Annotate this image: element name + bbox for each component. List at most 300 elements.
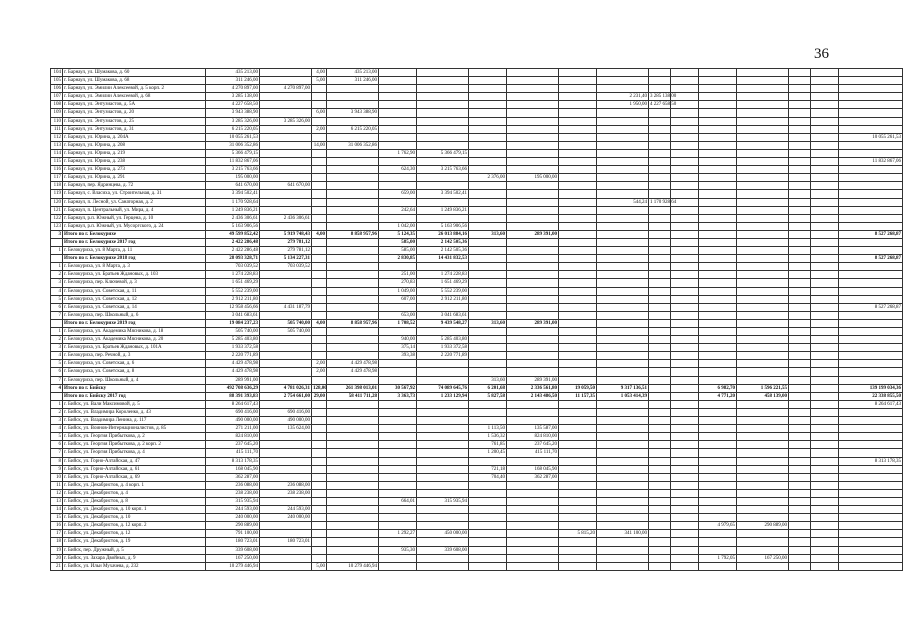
value-cell: 2 912 211,80 <box>206 295 260 303</box>
value-cell <box>469 514 507 522</box>
value-cell: 505 740,00 <box>260 319 312 327</box>
value-cell <box>811 117 839 125</box>
address-cell: г. Бийск, ул. Владимира Короленко, д. 43 <box>63 408 206 416</box>
value-cell: 492 708 636,29 <box>206 384 260 392</box>
value-cell <box>811 473 839 481</box>
value-cell: 8 313 178,35 <box>206 457 260 465</box>
value-cell <box>260 271 312 279</box>
row-number-cell: 3 <box>51 279 63 287</box>
value-cell: 721,18 <box>469 465 507 473</box>
value-cell <box>649 376 671 384</box>
value-cell <box>649 538 671 546</box>
table-row <box>51 93 903 101</box>
value-cell <box>789 562 811 570</box>
value-cell <box>312 311 327 319</box>
value-cell: 450 000,00 <box>417 530 469 538</box>
value-cell <box>260 344 312 352</box>
value-cell <box>597 85 649 93</box>
table-row <box>51 554 903 562</box>
value-cell <box>789 554 811 562</box>
value-cell <box>671 481 699 489</box>
value-cell <box>597 133 649 141</box>
value-cell: 2 142 505,36 <box>417 247 469 255</box>
value-cell <box>312 514 327 522</box>
value-cell: 168 045,90 <box>507 465 559 473</box>
value-cell: 2 830,85 <box>379 255 417 263</box>
value-cell: 4 771,20 <box>699 392 737 400</box>
value-cell <box>811 522 839 530</box>
value-cell: 6 982,70 <box>699 384 737 392</box>
value-cell <box>469 166 507 174</box>
value-cell <box>327 149 379 157</box>
value-cell <box>649 303 671 311</box>
value-cell <box>737 465 789 473</box>
value-cell <box>379 109 417 117</box>
value-cell <box>789 392 811 400</box>
address-cell: г. Белокуриха, пер. Школьный, д. 4 <box>63 376 206 384</box>
row-number-cell: 120 <box>51 198 63 206</box>
value-cell <box>671 141 699 149</box>
value-cell <box>811 311 839 319</box>
value-cell <box>737 441 789 449</box>
value-cell <box>260 473 312 481</box>
value-cell <box>469 400 507 408</box>
table-row <box>51 481 903 489</box>
value-cell <box>379 69 417 77</box>
value-cell: 1 536,32 <box>469 433 507 441</box>
value-cell <box>507 166 559 174</box>
value-cell <box>737 271 789 279</box>
value-cell <box>699 497 737 505</box>
value-cell <box>260 457 312 465</box>
value-cell <box>559 222 597 230</box>
value-cell <box>312 433 327 441</box>
value-cell: 10 279 446,94 <box>206 562 260 570</box>
value-cell: 168 045,90 <box>206 465 260 473</box>
value-cell <box>379 77 417 85</box>
value-cell <box>671 546 699 554</box>
table-row <box>51 449 903 457</box>
address-cell: г. Барнаул, ул. Энтузиастов, д. 5А <box>63 101 206 109</box>
value-cell <box>260 400 312 408</box>
value-cell <box>469 255 507 263</box>
address-cell: г. Бийск, ул. Декабристов, д. 10 корп. 1 <box>63 506 206 514</box>
value-cell <box>811 222 839 230</box>
value-cell <box>839 465 903 473</box>
value-cell <box>811 328 839 336</box>
value-cell <box>811 417 839 425</box>
value-cell <box>811 538 839 546</box>
value-cell <box>379 125 417 133</box>
value-cell <box>839 522 903 530</box>
value-cell <box>811 287 839 295</box>
register-rows <box>51 69 903 571</box>
value-cell <box>699 514 737 522</box>
value-cell: 1 042,00 <box>379 222 417 230</box>
value-cell <box>811 497 839 505</box>
value-cell <box>379 562 417 570</box>
value-cell <box>699 214 737 222</box>
value-cell <box>737 174 789 182</box>
row-number-cell: 104 <box>51 69 63 77</box>
value-cell <box>260 93 312 101</box>
value-cell <box>699 263 737 271</box>
value-cell: 393,38 <box>379 352 417 360</box>
table-row <box>51 538 903 546</box>
value-cell <box>671 433 699 441</box>
value-cell <box>507 117 559 125</box>
value-cell <box>559 247 597 255</box>
value-cell <box>737 303 789 311</box>
value-cell <box>811 125 839 133</box>
value-cell <box>469 117 507 125</box>
value-cell <box>649 514 671 522</box>
value-cell <box>649 287 671 295</box>
value-cell <box>379 457 417 465</box>
value-cell <box>811 554 839 562</box>
value-cell <box>379 263 417 271</box>
value-cell <box>789 247 811 255</box>
value-cell: 10 279 446,94 <box>327 562 379 570</box>
value-cell: 2 220 771,89 <box>206 352 260 360</box>
row-number-cell: 4 <box>51 287 63 295</box>
value-cell <box>789 360 811 368</box>
address-cell: г. Белокуриха, ул. Советская, д. 12 <box>63 295 206 303</box>
address-cell: г. Белокуриха, ул. Советская, д. 14 <box>63 303 206 311</box>
value-cell <box>559 473 597 481</box>
address-cell: г. Белокуриха, ул. Академика Мясникова, д. 20 <box>63 336 206 344</box>
value-cell <box>312 344 327 352</box>
value-cell: 8 527 268,87 <box>839 303 903 311</box>
value-cell <box>559 562 597 570</box>
value-cell <box>379 85 417 93</box>
value-cell <box>789 433 811 441</box>
value-cell <box>649 336 671 344</box>
value-cell <box>312 238 327 246</box>
value-cell <box>649 489 671 497</box>
value-cell <box>737 417 789 425</box>
value-cell <box>811 425 839 433</box>
value-cell: 703 039,52 <box>260 263 312 271</box>
value-cell: 31 006 352,86 <box>206 141 260 149</box>
value-cell <box>327 93 379 101</box>
value-cell <box>559 425 597 433</box>
value-cell <box>379 303 417 311</box>
value-cell <box>597 271 649 279</box>
value-cell <box>559 376 597 384</box>
value-cell <box>649 77 671 85</box>
value-cell <box>839 125 903 133</box>
value-cell: 8 858 957,96 <box>327 319 379 327</box>
value-cell <box>597 522 649 530</box>
value-cell <box>469 417 507 425</box>
value-cell <box>811 441 839 449</box>
value-cell <box>379 514 417 522</box>
value-cell <box>327 247 379 255</box>
value-cell <box>737 77 789 85</box>
value-cell <box>671 441 699 449</box>
value-cell <box>737 287 789 295</box>
value-cell <box>597 149 649 157</box>
value-cell: 5,00 <box>312 77 327 85</box>
value-cell <box>507 247 559 255</box>
value-cell <box>379 408 417 416</box>
value-cell <box>811 433 839 441</box>
value-cell <box>469 303 507 311</box>
value-cell: 195 000,00 <box>206 174 260 182</box>
value-cell <box>559 182 597 190</box>
value-cell <box>507 481 559 489</box>
value-cell <box>671 562 699 570</box>
value-cell: 289 391,00 <box>507 319 559 327</box>
value-cell <box>327 489 379 497</box>
value-cell: 5 366 479,15 <box>206 149 260 157</box>
value-cell <box>649 133 671 141</box>
capital-repair-register-table <box>50 68 903 571</box>
value-cell <box>789 295 811 303</box>
value-cell <box>260 368 312 376</box>
value-cell <box>649 311 671 319</box>
value-cell <box>417 400 469 408</box>
value-cell <box>469 125 507 133</box>
value-cell: 238 238,00 <box>206 489 260 497</box>
value-cell <box>789 214 811 222</box>
value-cell <box>469 238 507 246</box>
address-cell: г. Бийск, ул. Декабристов, д. 8 <box>63 497 206 505</box>
value-cell <box>379 141 417 149</box>
value-cell <box>507 514 559 522</box>
value-cell <box>671 158 699 166</box>
table-row <box>51 417 903 425</box>
value-cell <box>559 400 597 408</box>
value-cell: 313,60 <box>469 376 507 384</box>
row-number-cell: 5 <box>51 360 63 368</box>
value-cell <box>699 538 737 546</box>
value-cell <box>649 255 671 263</box>
address-cell: г. Барнаул, пер. Ядринцева, д. 72 <box>63 182 206 190</box>
value-cell <box>260 441 312 449</box>
value-cell <box>649 384 671 392</box>
value-cell: 1 292,27 <box>379 530 417 538</box>
value-cell <box>312 425 327 433</box>
value-cell: 435 213,00 <box>327 69 379 77</box>
value-cell <box>671 497 699 505</box>
value-cell <box>839 514 903 522</box>
value-cell: 791 100,00 <box>206 530 260 538</box>
value-cell <box>379 360 417 368</box>
value-cell <box>811 392 839 400</box>
value-cell <box>469 247 507 255</box>
address-cell: г. Бийск, ул. Ильи Мухачева, д. 232 <box>63 562 206 570</box>
value-cell <box>597 344 649 352</box>
value-cell: 435 213,00 <box>206 69 260 77</box>
value-cell <box>507 93 559 101</box>
value-cell <box>737 109 789 117</box>
value-cell <box>811 247 839 255</box>
address-cell: г. Бийск, ул. Горно-Алтайская, д. 47 <box>63 457 206 465</box>
row-number-cell: 112 <box>51 133 63 141</box>
row-number-cell: 11 <box>51 481 63 489</box>
value-cell <box>260 206 312 214</box>
value-cell: 5 552 239,00 <box>417 287 469 295</box>
value-cell: 3 215 763,66 <box>206 166 260 174</box>
value-cell <box>811 238 839 246</box>
value-cell <box>327 279 379 287</box>
value-cell <box>699 149 737 157</box>
value-cell <box>417 514 469 522</box>
value-cell <box>597 408 649 416</box>
value-cell <box>811 158 839 166</box>
value-cell <box>699 336 737 344</box>
value-cell <box>312 255 327 263</box>
value-cell <box>312 279 327 287</box>
address-cell: г. Барнаул, ул. Энтузиастов, д. 25 <box>63 117 206 125</box>
value-cell <box>789 368 811 376</box>
value-cell <box>671 489 699 497</box>
value-cell: 824 810,00 <box>206 433 260 441</box>
value-cell <box>671 473 699 481</box>
table-row <box>51 149 903 157</box>
value-cell: 2 142 505,36 <box>417 238 469 246</box>
value-cell <box>737 530 789 538</box>
value-cell <box>699 457 737 465</box>
value-cell <box>811 489 839 497</box>
value-cell <box>507 506 559 514</box>
value-cell: 5 366 479,15 <box>417 149 469 157</box>
value-cell <box>737 328 789 336</box>
value-cell <box>789 133 811 141</box>
row-number-cell: 6 <box>51 441 63 449</box>
value-cell: 664,01 <box>379 497 417 505</box>
value-cell <box>737 166 789 174</box>
value-cell: 12 958 456,66 <box>206 303 260 311</box>
address-cell: г. Бийск, ул. Горно-Алтайская, д. 61 <box>63 465 206 473</box>
value-cell <box>649 328 671 336</box>
value-cell <box>839 271 903 279</box>
value-cell <box>327 206 379 214</box>
value-cell <box>737 238 789 246</box>
value-cell <box>649 214 671 222</box>
table-row <box>51 117 903 125</box>
value-cell: 251,00 <box>379 271 417 279</box>
value-cell <box>597 263 649 271</box>
value-cell: 29,00 <box>312 392 327 400</box>
value-cell <box>649 149 671 157</box>
value-cell: 1 113,50 <box>469 425 507 433</box>
row-number-cell: 18 <box>51 538 63 546</box>
value-cell <box>649 85 671 93</box>
value-cell <box>597 287 649 295</box>
value-cell: 313,60 <box>469 319 507 327</box>
value-cell: 505 740,00 <box>260 328 312 336</box>
value-cell <box>597 400 649 408</box>
address-cell: г. Бийск, пер. Дружный, д. 5 <box>63 546 206 554</box>
value-cell <box>839 506 903 514</box>
value-cell <box>417 133 469 141</box>
value-cell <box>379 417 417 425</box>
value-cell <box>649 368 671 376</box>
value-cell <box>417 158 469 166</box>
value-cell <box>507 69 559 77</box>
value-cell <box>312 295 327 303</box>
value-cell <box>671 368 699 376</box>
value-cell: 1 200,45 <box>469 449 507 457</box>
row-number-cell: 7 <box>51 449 63 457</box>
value-cell <box>811 230 839 238</box>
value-cell <box>327 214 379 222</box>
value-cell: 3 943 388,90 <box>206 109 260 117</box>
value-cell: 544,24 <box>597 198 649 206</box>
value-cell <box>789 125 811 133</box>
value-cell: 14,00 <box>312 141 327 149</box>
value-cell <box>671 319 699 327</box>
value-cell: 585,00 <box>379 238 417 246</box>
value-cell: 3 041 683,61 <box>417 311 469 319</box>
value-cell <box>671 214 699 222</box>
value-cell: 139 199 034,36 <box>839 384 903 392</box>
value-cell: 167 250,00 <box>206 554 260 562</box>
table-row <box>51 125 903 133</box>
address-cell: г. Белокуриха, ул. Академика Мясникова, д. 18 <box>63 328 206 336</box>
value-cell <box>671 352 699 360</box>
value-cell <box>327 506 379 514</box>
value-cell <box>469 198 507 206</box>
value-cell: 585,00 <box>379 247 417 255</box>
value-cell <box>597 465 649 473</box>
value-cell <box>417 425 469 433</box>
value-cell <box>671 530 699 538</box>
value-cell <box>312 93 327 101</box>
table-row <box>51 133 903 141</box>
value-cell <box>507 190 559 198</box>
value-cell <box>312 198 327 206</box>
value-cell <box>469 336 507 344</box>
value-cell <box>811 514 839 522</box>
value-cell <box>597 206 649 214</box>
value-cell <box>811 295 839 303</box>
value-cell <box>811 141 839 149</box>
value-cell <box>649 506 671 514</box>
value-cell: 3 943 388,90 <box>327 109 379 117</box>
value-cell <box>737 182 789 190</box>
table-row <box>51 198 903 206</box>
value-cell <box>507 85 559 93</box>
page-number: 36 <box>814 46 829 62</box>
value-cell <box>597 279 649 287</box>
value-cell <box>649 109 671 117</box>
row-number-cell: 14 <box>51 506 63 514</box>
value-cell <box>811 546 839 554</box>
row-number-cell: 4 <box>51 425 63 433</box>
value-cell: 6 201,68 <box>469 384 507 392</box>
value-cell: 4,00 <box>312 319 327 327</box>
value-cell <box>417 182 469 190</box>
value-cell <box>671 506 699 514</box>
value-cell <box>737 69 789 77</box>
value-cell <box>260 149 312 157</box>
value-cell <box>839 311 903 319</box>
table-row <box>51 384 903 392</box>
value-cell <box>649 263 671 271</box>
value-cell <box>379 174 417 182</box>
value-cell <box>417 117 469 125</box>
value-cell <box>559 85 597 93</box>
value-cell <box>379 214 417 222</box>
value-cell: 289 391,00 <box>507 376 559 384</box>
value-cell <box>597 506 649 514</box>
value-cell <box>260 222 312 230</box>
value-cell <box>699 360 737 368</box>
